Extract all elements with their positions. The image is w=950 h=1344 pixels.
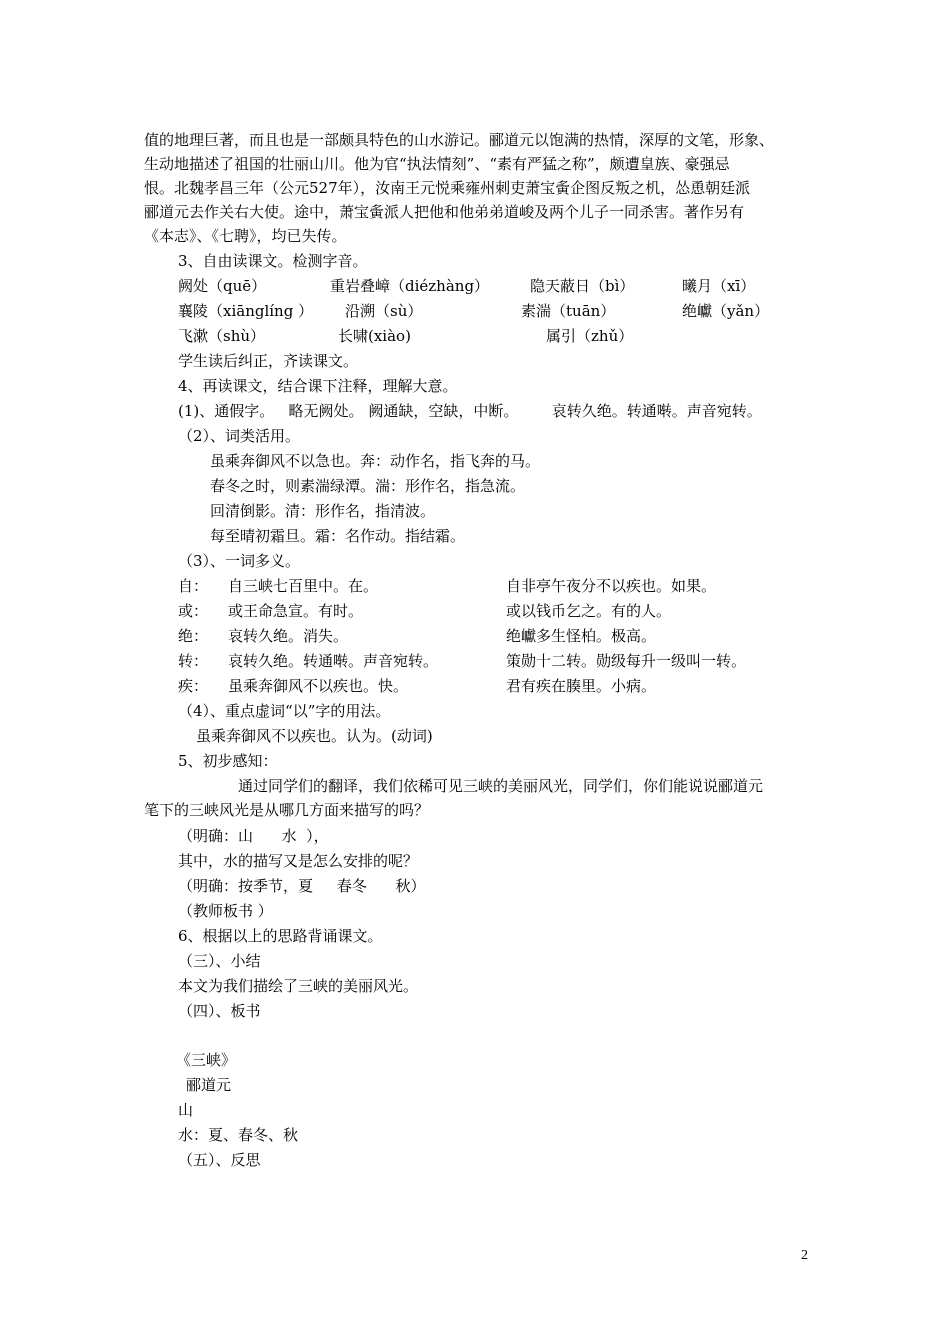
step5-paragraph: 通过同学们的翻译，我们依稀可见三峡的美丽风光，同学们，你们能说说郦道元 xyxy=(238,777,764,795)
answer-line: （明确：按季节，夏 春冬 秋） xyxy=(178,877,426,895)
pinyin-item: 隐天蔽日（bì） xyxy=(530,277,635,295)
intro-line: 值的地理巨著，而且也是一部颇具特色的山水游记。郦道元以饱满的热情，深厚的文笔，形象、 xyxy=(144,131,775,149)
duoyi-right: 绝巘多生怪柏。极高。 xyxy=(506,627,657,645)
intro-line: 恨。北魏孝昌三年（公元527年），汝南王元悦乘雍州刺吏萧宝夤企图反叛之机，怂恿朝廷派 xyxy=(144,179,751,197)
duoyi-left: 自三峡七百里中。在。 xyxy=(228,577,379,595)
cilei-item: 虽乘奔御风不以急也。奔：动作名，指飞奔的马。 xyxy=(210,452,541,470)
duoyi-word: 疾： xyxy=(178,677,209,695)
pinyin-item: 长啸(xiào) xyxy=(338,327,411,345)
board-water: 水：夏、春冬、秋 xyxy=(178,1126,299,1144)
page-number: 2 xyxy=(801,1248,808,1263)
step5-heading: 5、初步感知： xyxy=(178,752,278,770)
xuci-heading: （4）、重点虚词“以”字的用法。 xyxy=(178,702,391,720)
duoyi-right: 策勋十二转。勋级每升一级叫一转。 xyxy=(506,652,747,670)
board-author: 郦道元 xyxy=(186,1076,232,1094)
step4-heading: 4、再读课文，结合课下注释，理解大意。 xyxy=(178,377,458,395)
pinyin-item: 襄陵（xiānglíng ） xyxy=(178,302,314,320)
step5-paragraph: 笔下的三峡风光是从哪几方面来描写的吗？ xyxy=(144,801,430,819)
cilei-item: 每至晴初霜旦。霜：名作动。指结霜。 xyxy=(210,527,466,545)
step3-after: 学生读后纠正，齐读课文。 xyxy=(178,352,359,370)
question-line: 其中，水的描写又是怎么安排的呢？ xyxy=(178,852,419,870)
duoyi-right: 或以钱币乞之。有的人。 xyxy=(506,602,672,620)
cilei-item: 回清倒影。清：形作名，指清波。 xyxy=(210,502,436,520)
pinyin-item: 素湍（tuān） xyxy=(521,302,616,320)
pinyin-item: 飞漱（shù） xyxy=(178,327,266,345)
duoyi-heading: （3）、一词多义。 xyxy=(178,552,301,570)
duoyi-left: 虽乘奔御风不以疾也。快。 xyxy=(228,677,409,695)
board-title: 《三峡》 xyxy=(176,1051,237,1069)
board-mountain: 山 xyxy=(178,1101,194,1119)
duoyi-left: 哀转久绝。消失。 xyxy=(228,627,349,645)
board-note: （教师板书 ） xyxy=(178,902,273,920)
cilei-item: 春冬之时，则素湍绿潭。湍：形作名，指急流。 xyxy=(210,477,526,495)
duoyi-left: 或王命急宣。有时。 xyxy=(228,602,364,620)
intro-line: 生动地描述了祖国的壮丽山川。他为官“执法情刻”、“素有严猛之称”，颇遭皇族、豪强忌 xyxy=(144,155,730,173)
tongjia-line: (1)、通假字。 略无阙处。 阙通缺，空缺，中断。 哀转久绝。转通啭。声音宛转。 xyxy=(178,402,762,420)
intro-line: 《本志》、《七聘》，均已失传。 xyxy=(144,227,347,245)
duoyi-word: 绝： xyxy=(178,627,209,645)
summary-text: 本文为我们描绘了三峡的美丽风光。 xyxy=(178,977,419,995)
xuci-item: 虽乘奔御风不以疾也。认为。(动词) xyxy=(196,727,433,745)
cilei-heading: （2）、词类活用。 xyxy=(178,427,301,445)
duoyi-word: 或： xyxy=(178,602,209,620)
duoyi-left: 哀转久绝。转通啭。声音宛转。 xyxy=(228,652,439,670)
board-heading: （四）、板书 xyxy=(178,1002,261,1020)
duoyi-right: 君有疾在腠里。小病。 xyxy=(506,677,657,695)
pinyin-item: 属引（zhǔ） xyxy=(546,327,634,345)
pinyin-item: 阙处（quē） xyxy=(178,277,267,295)
reflection-heading: （五）、反思 xyxy=(178,1151,261,1169)
duoyi-word: 自： xyxy=(178,577,209,595)
answer-line: （明确：山 水 ）， xyxy=(178,827,329,845)
pinyin-item: 沿溯（sù） xyxy=(345,302,423,320)
summary-heading: （三）、小结 xyxy=(178,952,261,970)
duoyi-right: 自非亭午夜分不以疾也。如果。 xyxy=(506,577,717,595)
intro-line: 郦道元去作关右大使。途中，萧宝夤派人把他和他弟弟道峻及两个儿子一同杀害。著作另有 xyxy=(144,203,745,221)
pinyin-item: 绝巘（yǎn） xyxy=(682,302,770,320)
duoyi-word: 转： xyxy=(178,652,209,670)
pinyin-item: 曦月（xī） xyxy=(682,277,756,295)
step6-heading: 6、根据以上的思路背诵课文。 xyxy=(178,927,383,945)
step3-heading: 3、自由读课文。检测字音。 xyxy=(178,252,368,270)
pinyin-item: 重岩叠嶂（diézhàng） xyxy=(330,277,490,295)
